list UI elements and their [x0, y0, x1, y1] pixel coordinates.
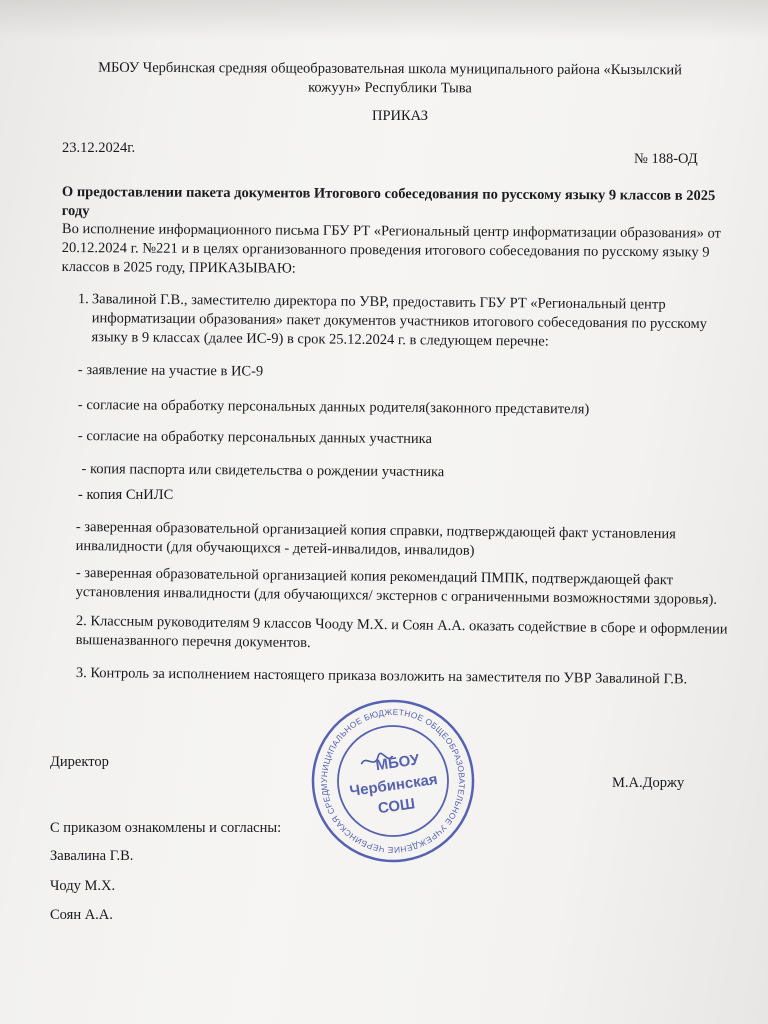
item-1-line: языку в 9 классах (далее ИС-9) в срок 25.12.2024 г. в следующем перечне:: [91, 329, 549, 350]
school-seal: [299, 698, 476, 864]
order-item-1: [69, 290, 750, 354]
item-2-line: 2. Классным руководителям 9 классов Чооду М.Х. и Соян А.А. оказать содействие в сборе и оформлении: [75, 612, 728, 638]
item-2-line: вышеназванного перечня документов.: [75, 631, 311, 652]
order-item-3: 3. Контроль за исполнением настоящего приказа возложить на заместителя по УВР Завалиной Г.В.: [75, 664, 688, 688]
doc-list-item-disability-certificate: [76, 518, 756, 564]
intro-line: Во исполнение информационного письма ГБУ РТ «Региональный центр информатизации образования» от: [61, 220, 721, 242]
page-shadow: [0, 0, 768, 40]
director-name: М.А.Доржу: [612, 775, 685, 791]
order-subject-line2: году: [61, 202, 90, 220]
school-header: [40, 58, 740, 99]
item-1-line: Завалиной Г.В., заместителю директора по УВР, предоставить ГБУ РТ «Региональный центр: [91, 291, 666, 313]
acknowledged-name: Чоду М.Х.: [50, 878, 116, 894]
order-title: ПРИКАЗ: [371, 108, 429, 124]
doc-line: - заверенная образовательной организацией копия справки, подтверждающей факт установления: [75, 518, 676, 543]
seal-center-line2: Чербинская: [348, 770, 439, 801]
acknowledged-name: Соян А.А.: [50, 907, 113, 923]
order-subject-line1: О предоставлении пакета документов Итогового собеседования по русскому языку 9 классов в 2025: [61, 183, 716, 204]
intro-paragraph: [62, 220, 742, 282]
doc-list-item: - копия паспорта или свидетельства о рождении участника: [77, 460, 445, 481]
seal-ring-text: МУНИЦИПАЛЬНОЕ БЮДЖЕТНОЕ ОБЩЕОБРАЗОВАТЕЛЬНОЕ УЧРЕЖДЕНИЕ ЧЕРБИНСКАЯ СРЕДНЯЯ ОБЩЕОБРАЗОВАТЕЛЬНАЯ ШКОЛА МУНИЦИПАЛЬНОГО РАЙОНА КЫЗЫЛСКИЙ КОЖУУН РЕСПУБЛИКИ ТЫВА ОГРН 1021700728490 ИНН 1705001276: [299, 701, 468, 856]
item-1-line: информатизации образования» пакет документов участников итогового собеседования по русскому: [91, 310, 708, 333]
doc-list-item: - согласие на обработку персональных данных родителя(законного представителя): [77, 396, 590, 418]
intro-line: 20.12.2024 г. №221 и в целях организованного проведения итогового собеседования по русскому языку 9: [61, 239, 710, 261]
doc-list-item-pmpk: [76, 564, 756, 610]
order-subject: [62, 183, 722, 225]
doc-list-item: - согласие на обработку персональных данных участника: [77, 427, 433, 448]
school-header-line2: кожуун» Республики Тыва: [308, 79, 472, 97]
doc-line: инвалидности (для обучающихся - детей-инвалидов, инвалидов): [75, 537, 475, 559]
doc-line: - заверенная образовательной организацией копия рекомендаций ПМПК, подтверждающей факт: [75, 564, 674, 589]
order-item-2: [76, 612, 756, 659]
director-label: Директор: [50, 754, 109, 770]
acknowledged-title: С приказом ознакомлены и согласны:: [50, 820, 282, 836]
doc-line: установления инвалидности (для обучающихся/ экстернов с ограниченными возможностями здоровья).: [75, 583, 718, 608]
seal-center-line3: СОШ: [376, 795, 417, 818]
item-1-number: 1.: [77, 291, 89, 308]
acknowledged-name: Завалина Г.В.: [50, 848, 134, 864]
seal-center-line1: МБОУ: [374, 751, 421, 775]
school-header-line1: МБОУ Чербинская средняя общеобразовательная школа муниципального района «Кызылский: [98, 59, 682, 79]
intro-line: классов в 2025 году, ПРИКАЗЫВАЮ:: [61, 258, 296, 277]
order-date: 23.12.2024г.: [62, 140, 136, 156]
doc-list-item: - заявление на участие в ИС-9: [77, 361, 264, 380]
order-number: № 188-ОД: [634, 151, 698, 167]
doc-list-item: - копия СнИЛС: [78, 487, 174, 503]
